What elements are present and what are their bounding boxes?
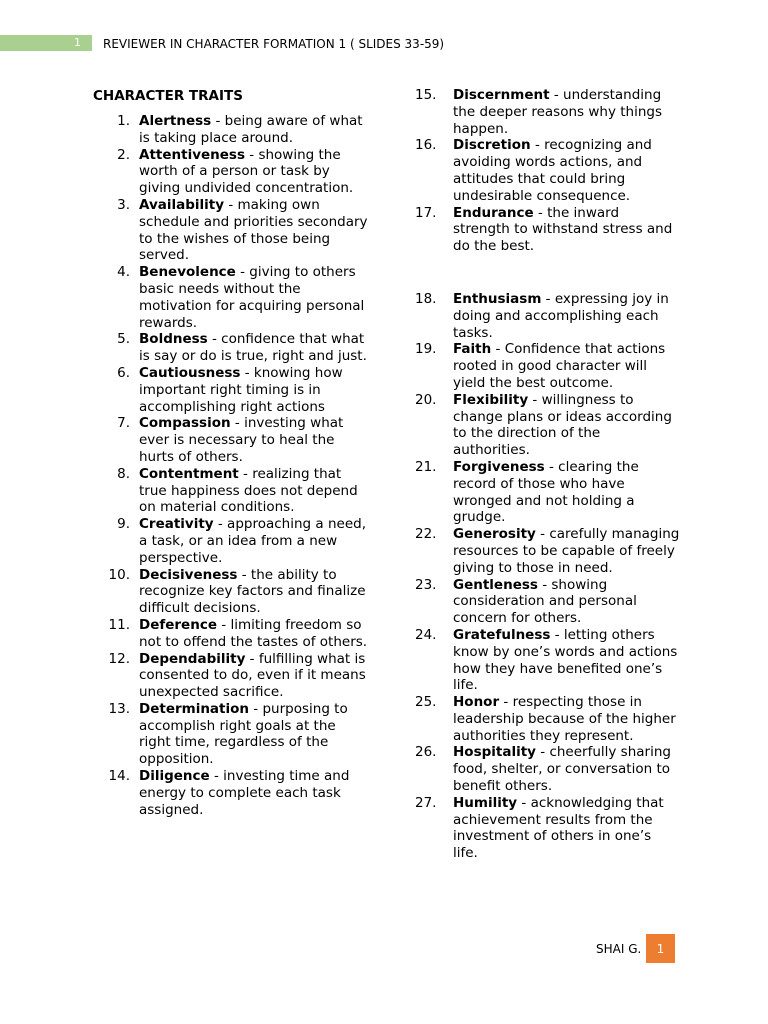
list-item: 26. Hospitality - cheerfully sharing food, shelter, or conversation to benefit others.	[415, 744, 671, 795]
footer-author: SHAI G.	[596, 942, 642, 956]
list-item: 18. Enthusiasm - expressing joy in doing and accomplishing each tasks.	[415, 290, 669, 341]
list-item: 22. Generosity - carefully managing resources to be capable of freely giving to those in need.	[415, 526, 680, 576]
list-item: 10. Decisiveness - the ability to recognize key factors and finalize difficult decisions.	[108, 566, 366, 617]
list-item: 21. Forgiveness - clearing the record of those who have wronged and not holding a grudge.	[415, 458, 639, 526]
column-gap	[415, 255, 680, 291]
trait-term: Compassion	[139, 415, 231, 432]
trait-term: Creativity	[139, 516, 214, 533]
trait-term: Generosity	[453, 526, 536, 543]
trait-description: - recognizing and avoiding words actions, and attitudes that could bring undesirable consequence.	[453, 137, 652, 204]
trait-term: Hospitality	[453, 744, 536, 761]
trait-term: Benevolence	[139, 264, 236, 281]
trait-description: - confidence that what is say or do is true, right and just.	[139, 331, 367, 365]
list-item: 14. Diligence - investing time and energy to complete each task assigned.	[108, 768, 350, 818]
trait-description: - understanding the deeper reasons why things happen.	[453, 87, 662, 137]
list-item: 23. Gentleness - showing consideration and personal concern for others.	[415, 576, 637, 627]
trait-list-right	[415, 87, 680, 862]
list-item: 15. Discernment - understanding the deeper reasons why things happen.	[415, 87, 662, 137]
trait-term: Attentiveness	[139, 146, 245, 163]
trait-list-left	[100, 113, 370, 818]
trait-description: - carefully managing resources to be capable of freely giving to those in need.	[453, 526, 680, 576]
trait-description: - making own schedule and priorities secondary to the wishes of those being served.	[139, 196, 368, 264]
trait-term: Gratefulness	[453, 626, 551, 643]
trait-description: - approaching a need, a task, or an idea from a new perspective.	[139, 516, 366, 566]
trait-term: Dependability	[139, 650, 246, 667]
trait-description: - the inward strength to withstand stress and do the best.	[453, 204, 673, 255]
list-item: 19. Faith - Confidence that actions rooted in good character will yield the best outcome.	[415, 341, 666, 391]
trait-description: - realizing that true happiness does not depend on material conditions.	[139, 465, 358, 516]
trait-description: - knowing how important right timing is in accomplishing right actions	[139, 364, 343, 415]
trait-description: - giving to others basic needs without the motivation for acquiring personal rewards.	[139, 264, 365, 331]
list-item: 13. Determination - purposing to accomplish right goals at the right time, regardless of the opposition.	[108, 700, 348, 768]
list-item: 4. Benevolence - giving to others basic needs without the motivation for acquiring personal rewards.	[117, 264, 365, 331]
trait-term: Cautiousness	[139, 364, 241, 381]
trait-term: Faith	[453, 341, 492, 358]
trait-term: Deference	[139, 616, 217, 633]
list-item: 12. Dependability - fulfilling what is consented to do, even if it means unexpected sacrifice.	[108, 650, 366, 701]
list-item: 3. Availability - making own schedule and priorities secondary to the wishes of those being served.	[117, 196, 368, 264]
list-item: 5. Boldness - confidence that what is say or do is true, right and just.	[117, 331, 367, 365]
trait-description: - being aware of what is taking place around.	[139, 113, 363, 146]
trait-term: Decisiveness	[139, 566, 238, 583]
list-item: 2. Attentiveness - showing the worth of a person or task by giving undivided concentration.	[117, 146, 354, 197]
document-header-title: REVIEWER IN CHARACTER FORMATION 1 ( SLIDES 33-59)	[103, 37, 445, 51]
trait-description: - fulfilling what is consented to do, even if it means unexpected sacrifice.	[139, 650, 366, 701]
list-item: 24. Gratefulness - letting others know by one’s words and actions how they have benefited one’s life.	[415, 626, 678, 694]
trait-term: Contentment	[139, 465, 239, 482]
list-item: 6. Cautiousness - knowing how important right timing is in accomplishing right actions	[117, 364, 343, 415]
list-item: 9. Creativity - approaching a need, a task, or an idea from a new perspective.	[117, 516, 366, 566]
trait-description: - Confidence that actions rooted in good character will yield the best outcome.	[453, 341, 666, 391]
list-item: 1. Alertness - being aware of what is taking place around.	[117, 113, 363, 146]
trait-description: - expressing joy in doing and accomplishing each tasks.	[453, 290, 669, 341]
list-item: 11. Deference - limiting freedom so not to offend the tastes of others.	[108, 616, 368, 650]
trait-term: Endurance	[453, 204, 534, 221]
list-item: 27. Humility - acknowledging that achievement results from the investment of others in one’s life.	[415, 794, 664, 862]
trait-description: - purposing to accomplish right goals at the right time, regardless of the opposition.	[139, 700, 348, 768]
trait-term: Enthusiasm	[453, 290, 542, 307]
trait-term: Discretion	[453, 137, 531, 154]
trait-term: Boldness	[139, 331, 208, 348]
list-item: 7. Compassion - investing what ever is necessary to heal the hurts of others.	[117, 415, 344, 465]
list-item: 16. Discretion - recognizing and avoiding words actions, and attitudes that could bring undesirable consequence.	[415, 137, 652, 204]
list-item: 20. Flexibility - willingness to change plans or ideas according to the direction of the authorities.	[415, 391, 672, 459]
trait-term: Discernment	[453, 87, 550, 103]
trait-description: - investing time and energy to complete each task assigned.	[139, 768, 350, 818]
list-item: 25. Honor - respecting those in leadership because of the higher authorities they represent.	[415, 694, 676, 744]
trait-term: Availability	[139, 196, 225, 213]
trait-term: Honor	[453, 694, 500, 711]
trait-term: Diligence	[139, 768, 210, 785]
list-item: 17. Endurance - the inward strength to withstand stress and do the best.	[415, 204, 673, 255]
trait-description: - cheerfully sharing food, shelter, or conversation to benefit others.	[453, 744, 671, 795]
trait-term: Gentleness	[453, 576, 538, 593]
trait-description: - showing consideration and personal concern for others.	[453, 576, 637, 627]
trait-term: Flexibility	[453, 391, 529, 408]
page-number-badge: 1	[646, 934, 675, 963]
trait-term: Humility	[453, 794, 518, 811]
list-item: 8. Contentment - realizing that true happiness does not depend on material conditions.	[117, 465, 358, 516]
header-page-number: 1	[74, 36, 81, 49]
trait-description: - letting others know by one’s words and actions how they have benefited one’s life.	[453, 626, 678, 694]
section-title: CHARACTER TRAITS	[93, 88, 243, 104]
trait-description: - investing what ever is necessary to heal the hurts of others.	[139, 415, 344, 465]
trait-description: - limiting freedom so not to offend the tastes of others.	[139, 616, 368, 650]
trait-term: Alertness	[139, 113, 212, 129]
trait-term: Determination	[139, 700, 250, 717]
trait-term: Forgiveness	[453, 458, 545, 475]
trait-description: - clearing the record of those who have wronged and not holding a grudge.	[453, 458, 639, 526]
trait-description: - acknowledging that achievement results from the investment of others in one’s life.	[453, 794, 664, 862]
trait-description: - respecting those in leadership because of the higher authorities they represent.	[453, 694, 676, 744]
trait-description: - the ability to recognize key factors and finalize difficult decisions.	[139, 566, 366, 617]
trait-description: - willingness to change plans or ideas according to the direction of the authorities.	[453, 391, 672, 459]
trait-description: - showing the worth of a person or task by giving undivided concentration.	[139, 146, 354, 197]
